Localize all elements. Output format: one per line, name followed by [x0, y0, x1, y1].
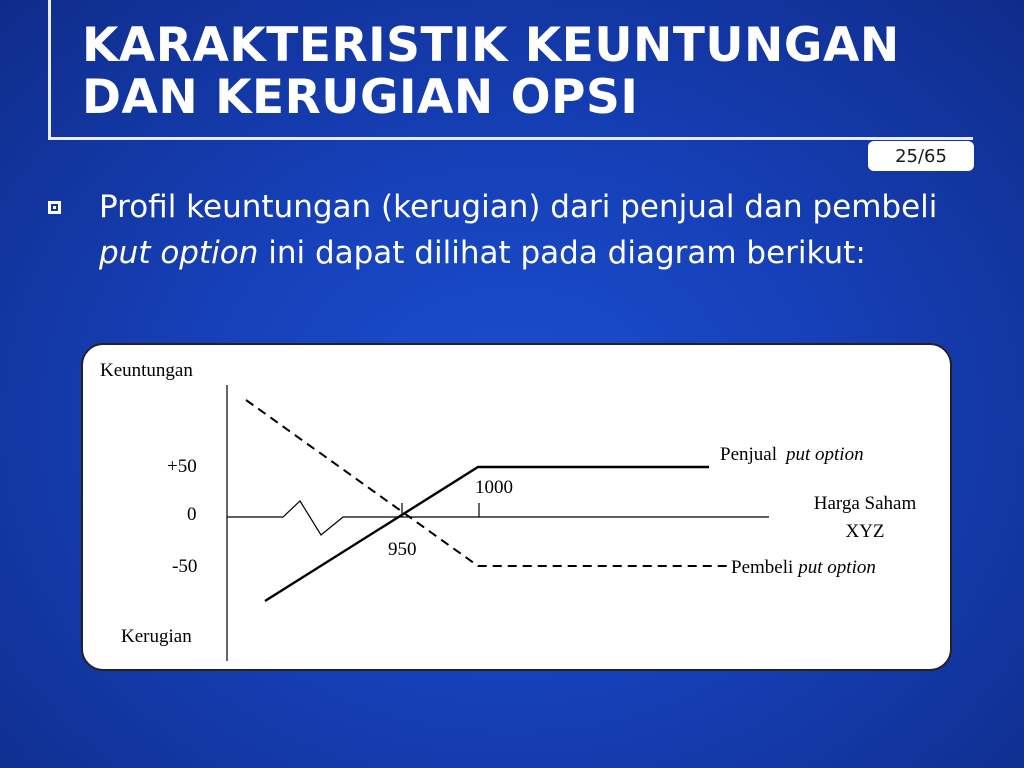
- slide-title: [82, 20, 982, 124]
- y-tick-zero: 0: [187, 504, 197, 525]
- y-tick-minus-50: -50: [172, 556, 198, 577]
- page-indicator: 25/65: [868, 141, 974, 171]
- buyer-label-text: Pembeli: [731, 557, 794, 578]
- slide-title-line-2: DAN KERUGIAN OPSI: [82, 70, 639, 125]
- x-axis-label-line-2: XYZ: [845, 521, 885, 542]
- bullet-text-tail: ini dapat dilihat pada diagram berikut:: [258, 235, 866, 271]
- buyer-label-italic: put option: [798, 557, 876, 578]
- y-axis-label-keuntungan: Keuntungan: [100, 360, 193, 381]
- frame-horizontal-rule: [48, 137, 973, 140]
- y-tick-plus-50: +50: [167, 456, 197, 477]
- slide-title-line-1: KARAKTERISTIK KEUNTUNGAN: [82, 18, 900, 73]
- x-tick-950: 950: [388, 539, 417, 560]
- seller-label: [720, 444, 864, 465]
- x-axis: [227, 501, 769, 535]
- x-axis-label-line-1: Harga Saham: [813, 493, 917, 514]
- y-axis-label-kerugian: Kerugian: [121, 626, 192, 647]
- payoff-diagram-panel: [81, 343, 952, 671]
- seller-label-italic: put option: [786, 444, 864, 465]
- bullet-text: [99, 184, 949, 276]
- bullet-text-italic: put option: [99, 235, 259, 271]
- seller-label-text: Penjual: [720, 444, 777, 465]
- bullet-text-plain: Profil keuntungan (kerugian) dari penjual dan pembeli: [99, 189, 938, 225]
- buyer-label: [731, 557, 876, 578]
- frame-vertical-rule: [48, 0, 51, 140]
- square-bullet-icon: [48, 201, 61, 214]
- payoff-diagram: [83, 345, 952, 671]
- x-tick-1000: 1000: [475, 477, 513, 498]
